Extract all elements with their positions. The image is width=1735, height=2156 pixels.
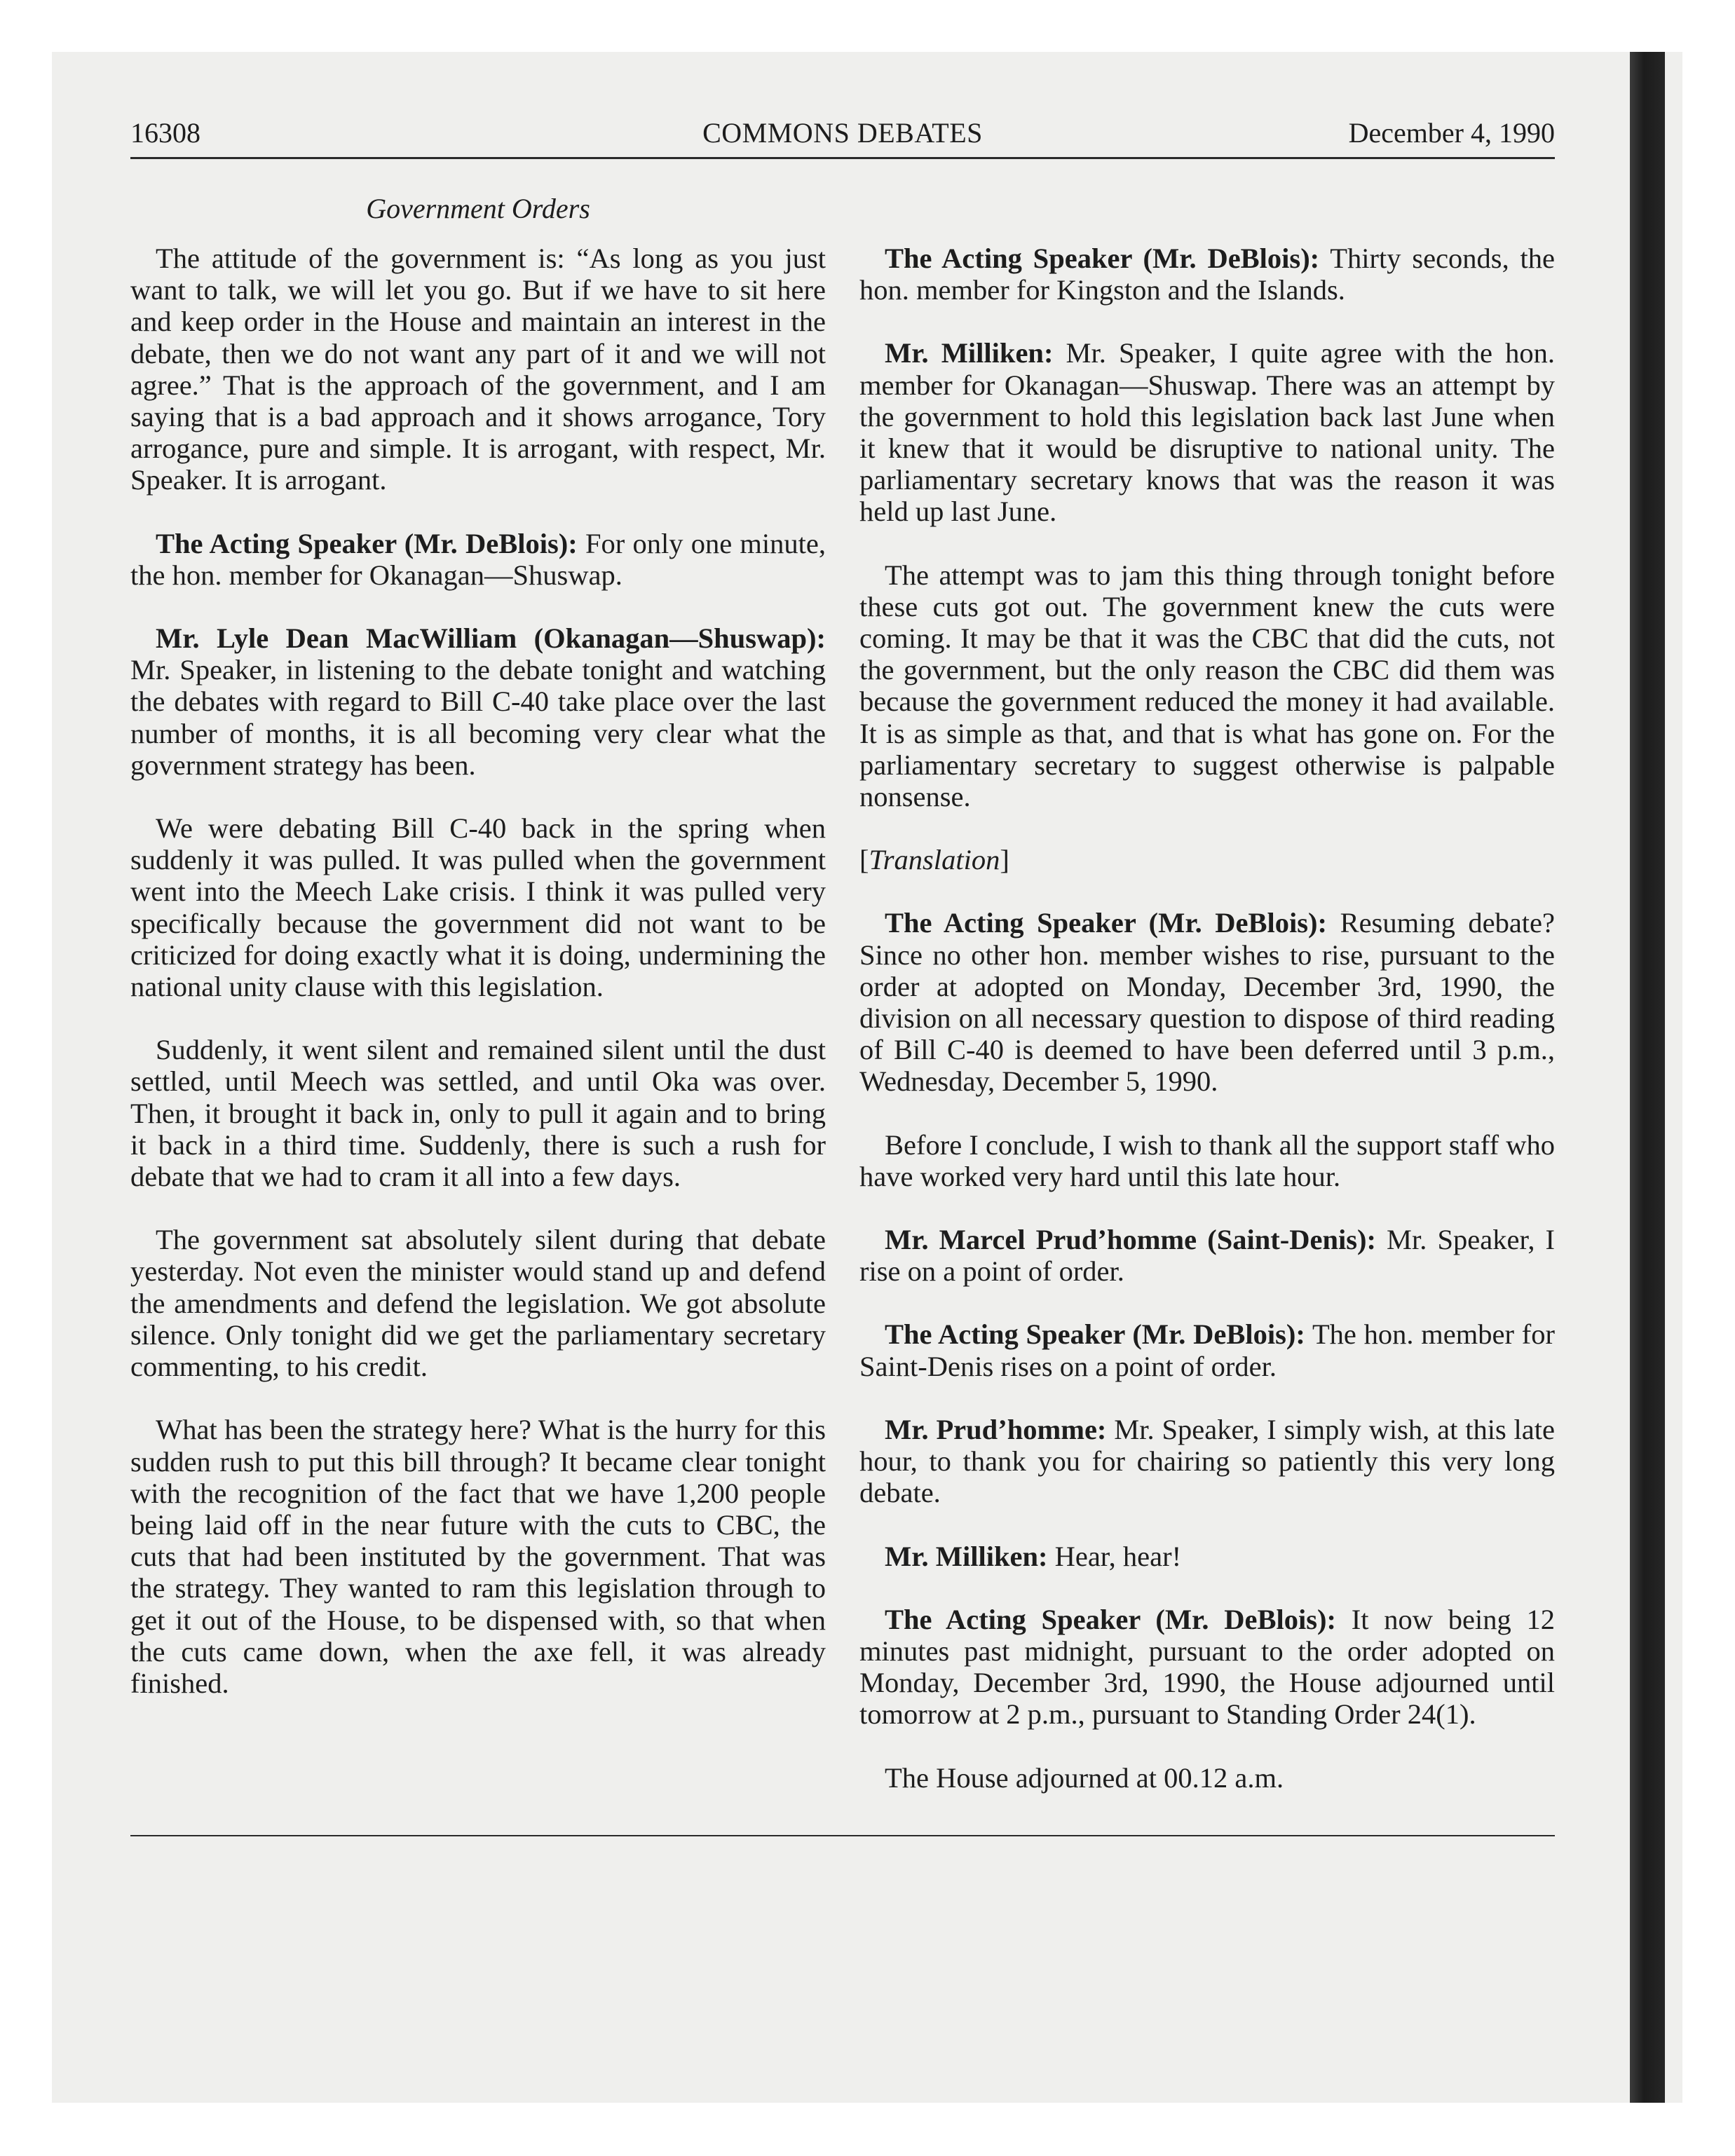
speech-paragraph: Mr. Prud’homme: Mr. Speaker, I simply wish, at this late hour, to thank you for chairing so patiently this very long debate.	[859, 1413, 1556, 1509]
speech-paragraph: The Acting Speaker (Mr. DeBlois): The hon. member for Saint-Denis rises on a point of order.	[859, 1318, 1555, 1382]
speaker-name: The Acting Speaker (Mr. DeBlois):	[885, 1603, 1336, 1635]
paragraph: Suddenly, it went silent and remained silent until the dust settled, until Meech was settled, and until Oka was over. Then, it brought it back in, only to pull it again and to bring it back in a third time. Suddenly, there is such a rush for debate that we had to cram it all into a few days.	[130, 1034, 826, 1193]
speech-paragraph: Mr. Milliken: Mr. Speaker, I quite agree with the hon. member for Okanagan—Shuswap. There was an attempt by the government to hold this legislation back last June when it knew that it would be disruptive to national unity. The parliamentary secretary knows that was the reason it was held up last June.	[859, 337, 1555, 528]
book-spine-shadow	[1630, 52, 1665, 2103]
speaker-name: The Acting Speaker (Mr. DeBlois):	[885, 907, 1328, 939]
header-date: December 4, 1990	[1348, 117, 1555, 149]
speaker-name: Mr. Milliken:	[885, 337, 1054, 369]
speaker-name: The Acting Speaker (Mr. DeBlois):	[885, 1318, 1305, 1351]
paragraph: What has been the strategy here? What is the hurry for this sudden rush to put this bill through? It became clear tonight with the recognition of the fact that we have 1,200 people being laid off in the near future with the cuts to CBC, the cuts that had been instituted by the government. That was the strategy. They wanted to ram this legislation through to get it out of the House, to be dispensed with, so that when the cuts came down, when the axe fell, it was already finished.	[130, 1414, 826, 1699]
translation-marker: [Translation]	[859, 844, 1009, 876]
speech-paragraph: The Acting Speaker (Mr. DeBlois): For only one minute, the hon. member for Okanagan—Shuswap.	[130, 527, 826, 591]
speech-paragraph: The Acting Speaker (Mr. DeBlois): Thirty seconds, the hon. member for Kingston and the Islands.	[859, 243, 1555, 306]
speech-paragraph: Mr. Marcel Prud’homme (Saint-Denis): Mr. Speaker, I rise on a point of order.	[859, 1224, 1555, 1288]
speaker-name: The Acting Speaker (Mr. DeBlois):	[156, 527, 578, 559]
publication-title: COMMONS DEBATES	[702, 117, 983, 149]
speaker-name: Mr. Prud’homme:	[885, 1413, 1107, 1445]
speaker-name: Mr. Lyle Dean MacWilliam (Okanagan—Shuswap):	[156, 622, 826, 655]
paragraph: Before I conclude, I wish to thank all the support staff who have worked very hard until this late hour.	[859, 1128, 1555, 1192]
speech-paragraph: The Acting Speaker (Mr. DeBlois): Resuming debate? Since no other hon. member wishes to rise, pursuant to the order at adopted on Monday, December 3rd, 1990, the division on all necessary question to dispose of third reading of Bill C-40 is deemed to have been deferred until 3 p.m., Wednesday, December 5, 1990.	[859, 907, 1556, 1098]
page-header	[130, 116, 1555, 158]
speech-paragraph: Mr. Milliken: Hear, hear!	[885, 1540, 1182, 1572]
footer-rule	[130, 1835, 1555, 1836]
speaker-name: Mr. Milliken:	[885, 1540, 1048, 1572]
left-column	[130, 243, 826, 1699]
paragraph: The government sat absolutely silent during that debate yesterday. Not even the minister would stand up and defend the amendments and defend the legislation. We got absolute silence. Only tonight did we get the parliamentary secretary commenting, to his credit.	[130, 1224, 826, 1383]
paragraph: We were debating Bill C-40 back in the spring when suddenly it was pulled. It was pulled when the government went into the Meech Lake crisis. I think it was pulled very specifically because the government did not want to be criticized for doing exactly what it is doing, undermining the national unity clause with this legislation.	[130, 812, 826, 1003]
paragraph: The attempt was to jam this thing through tonight before these cuts got out. The government knew the cuts were coming. It may be that it was the CBC that did the cuts, not the government, but the only reason the CBC did them was because the government reduced the money it had available. It is as simple as that, and that is what has gone on. For the parliamentary secretary to suggest otherwise is palpable nonsense.	[859, 559, 1555, 813]
speaker-name: The Acting Speaker (Mr. DeBlois):	[885, 243, 1320, 274]
page-number: 16308	[130, 117, 200, 149]
speaker-name: Mr. Marcel Prud’homme (Saint-Denis):	[885, 1224, 1376, 1256]
speech-paragraph: The Acting Speaker (Mr. DeBlois): It now being 12 minutes past midnight, pursuant to the order adopted on Monday, December 3rd, 1990, the House adjourned until tomorrow at 2 p.m., pursuant to Standing Order 24(1).	[859, 1603, 1556, 1731]
section-heading: Government Orders	[366, 193, 590, 224]
paragraph: The attitude of the government is: “As long as you just want to talk, we will let you go. But if we have to sit here and keep order in the House and maintain an interest in the debate, then we do not want any part of it and we will not agree.” That is the approach of the government, and I am saying that is a bad approach and it shows arrogance, Tory arrogance, pure and simple. It is arrogant, with respect, Mr. Speaker. It is arrogant.	[130, 243, 826, 496]
paragraph: The House adjourned at 00.12 a.m.	[885, 1761, 1284, 1794]
header-rule	[130, 157, 1555, 159]
speech-paragraph: Mr. Lyle Dean MacWilliam (Okanagan—Shuswap): Mr. Speaker, in listening to the debate tonight and watching the debates with regard to Bill C-40 take place over the last number of months, it is all becoming very clear what the government strategy has been.	[130, 622, 826, 781]
right-column	[859, 243, 1555, 1794]
